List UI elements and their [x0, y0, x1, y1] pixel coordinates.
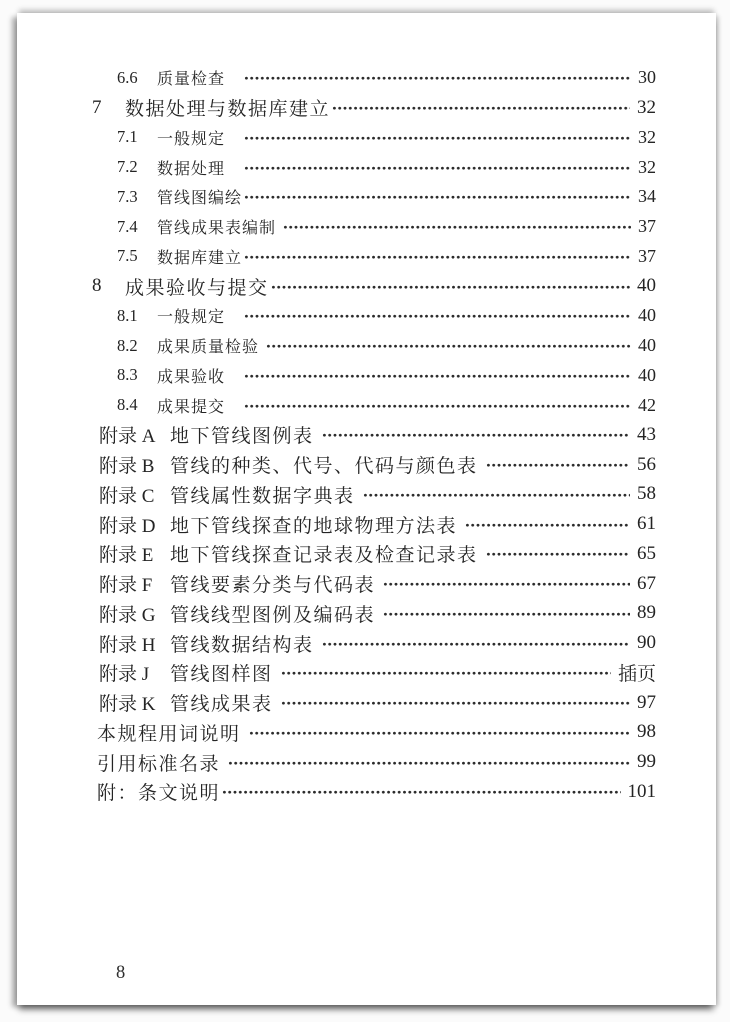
toc-entry-title: 地下管线探查记录表及检查记录表 — [170, 545, 484, 567]
toc-entry-number: 7.1 — [117, 127, 138, 147]
dot-leader — [281, 670, 611, 677]
toc-entry-page: 32 — [638, 156, 656, 177]
toc-entry-page: 97 — [637, 691, 656, 713]
toc-entry — [17, 331, 716, 361]
toc-entry-page: 40 — [638, 335, 656, 356]
toc-entry-title: 管线成果表 — [170, 694, 279, 716]
dot-leader — [244, 403, 631, 410]
toc-entry-page: 34 — [638, 186, 656, 207]
dot-leader — [244, 373, 631, 380]
toc-entry-page: 40 — [638, 364, 656, 385]
toc-entry-title: 管线属性数据字典表 — [170, 485, 361, 507]
toc-entry — [17, 301, 716, 331]
dot-leader — [322, 641, 630, 648]
toc-entry — [17, 420, 716, 450]
dot-leader — [283, 224, 631, 231]
dot-leader — [281, 700, 630, 707]
dot-leader — [383, 581, 630, 588]
dot-leader — [249, 730, 630, 737]
toc-entry-page: 43 — [637, 423, 656, 445]
toc-entry-page: 32 — [637, 96, 656, 118]
toc-entry — [17, 777, 716, 807]
toc-entry — [17, 390, 716, 420]
dot-leader — [332, 105, 630, 112]
toc-entry — [17, 718, 716, 748]
toc-entry-number: 附录 G — [99, 604, 156, 626]
toc-entry-page: 37 — [638, 245, 656, 266]
toc-entry-title: 管线图样图 — [170, 664, 279, 686]
dot-leader — [383, 611, 630, 618]
toc-entry-title: 一般规定 — [157, 130, 243, 148]
table-of-contents — [17, 63, 716, 807]
toc-entry-page: 37 — [638, 216, 656, 237]
toc-entry-page: 89 — [637, 602, 656, 624]
toc-entry-number: 8 — [92, 275, 102, 297]
toc-entry — [17, 93, 716, 123]
toc-entry-number: 7.5 — [117, 246, 138, 266]
toc-entry — [17, 599, 716, 629]
toc-entry-title: 管线线型图例及编码表 — [170, 604, 382, 626]
toc-entry-title: 管线成果表编制 — [157, 220, 282, 238]
toc-entry-number: 附录 H — [99, 634, 156, 656]
toc-entry — [17, 123, 716, 153]
toc-entry-page: 61 — [637, 513, 656, 535]
toc-entry-title: 管线的种类、代号、代码与颜色表 — [170, 456, 484, 478]
toc-entry-page: 90 — [637, 632, 656, 654]
toc-entry-number: 8.2 — [117, 335, 138, 355]
dot-leader — [486, 462, 630, 469]
toc-entry-page: 98 — [637, 721, 656, 743]
toc-entry — [17, 509, 716, 539]
toc-entry-title: 附：条文说明 — [97, 783, 221, 805]
toc-entry-number: 6.6 — [117, 67, 138, 87]
toc-entry — [17, 480, 716, 510]
toc-entry-title: 管线要素分类与代码表 — [170, 575, 382, 597]
toc-entry-page: 插页 — [617, 664, 656, 686]
toc-page-sheet — [17, 13, 716, 1005]
toc-entry-page: 40 — [638, 305, 656, 326]
toc-entry — [17, 569, 716, 599]
toc-entry-number: 附录 B — [99, 456, 155, 478]
toc-entry-title: 本规程用词说明 — [97, 723, 247, 745]
toc-entry-title: 质量检查 — [157, 71, 243, 89]
toc-entry — [17, 450, 716, 480]
toc-entry-number: 附录 E — [99, 545, 154, 567]
toc-entry — [17, 539, 716, 569]
toc-entry-title: 地下管线图例表 — [170, 426, 320, 448]
toc-entry — [17, 152, 716, 182]
toc-entry-number: 7 — [92, 96, 102, 118]
toc-entry — [17, 658, 716, 688]
toc-entry-number: 7.4 — [117, 216, 138, 236]
toc-entry-page: 101 — [627, 780, 656, 802]
toc-entry-number: 附录 K — [99, 694, 156, 716]
toc-entry-page: 67 — [637, 572, 656, 594]
toc-entry-page: 40 — [637, 275, 656, 297]
toc-entry-number: 附录 D — [99, 515, 156, 537]
toc-entry-title: 数据库建立 — [157, 249, 243, 267]
toc-entry-page: 65 — [637, 542, 656, 564]
toc-entry-page: 99 — [637, 751, 656, 773]
toc-entry-page: 32 — [638, 126, 656, 147]
dot-leader — [363, 492, 630, 499]
dot-leader — [486, 551, 630, 558]
toc-entry — [17, 212, 716, 242]
dot-leader — [222, 789, 620, 796]
toc-entry-title: 成果验收 — [157, 368, 243, 386]
dot-leader — [244, 194, 631, 201]
dot-leader — [228, 760, 630, 767]
dot-leader — [244, 75, 631, 82]
dot-leader — [271, 284, 630, 291]
toc-entry — [17, 628, 716, 658]
dot-leader — [244, 313, 631, 320]
toc-entry-number: 8.4 — [117, 395, 138, 415]
dot-leader — [244, 135, 631, 142]
toc-entry-title: 成果质量检验 — [157, 339, 265, 357]
toc-entry-page: 30 — [638, 67, 656, 88]
page-number-footer: 8 — [116, 963, 126, 983]
toc-entry-title: 引用标准名录 — [97, 753, 227, 775]
toc-entry-page: 56 — [637, 453, 656, 475]
toc-entry-title: 管线数据结构表 — [170, 634, 320, 656]
toc-entry — [17, 242, 716, 272]
toc-entry-page: 58 — [637, 483, 656, 505]
toc-entry — [17, 63, 716, 93]
toc-entry-number: 附录 J — [99, 664, 150, 686]
toc-entry-title: 数据处理 — [157, 160, 243, 178]
toc-entry-number: 7.3 — [117, 186, 138, 206]
toc-entry-title: 地下管线探查的地球物理方法表 — [170, 515, 464, 537]
toc-entry-number: 附录 C — [99, 485, 155, 507]
toc-entry-page: 42 — [638, 394, 656, 415]
toc-entry-title: 数据处理与数据库建立 — [125, 99, 331, 121]
toc-entry-number: 7.2 — [117, 157, 138, 177]
toc-entry-title: 成果提交 — [157, 398, 243, 416]
dot-leader — [244, 165, 631, 172]
dot-leader — [266, 343, 631, 350]
dot-leader — [322, 432, 630, 439]
toc-entry — [17, 747, 716, 777]
toc-entry-number: 8.1 — [117, 305, 138, 325]
dot-leader — [244, 254, 631, 261]
dot-leader — [465, 522, 630, 529]
toc-entry-title: 一般规定 — [157, 309, 243, 327]
toc-entry-title: 成果验收与提交 — [125, 277, 269, 299]
toc-entry-title: 管线图编绘 — [157, 190, 243, 208]
toc-entry — [17, 688, 716, 718]
toc-entry-number: 8.3 — [117, 365, 138, 385]
toc-entry — [17, 182, 716, 212]
toc-entry — [17, 361, 716, 391]
toc-entry — [17, 271, 716, 301]
toc-entry-number: 附录 A — [99, 426, 156, 448]
toc-entry-number: 附录 F — [99, 575, 153, 597]
